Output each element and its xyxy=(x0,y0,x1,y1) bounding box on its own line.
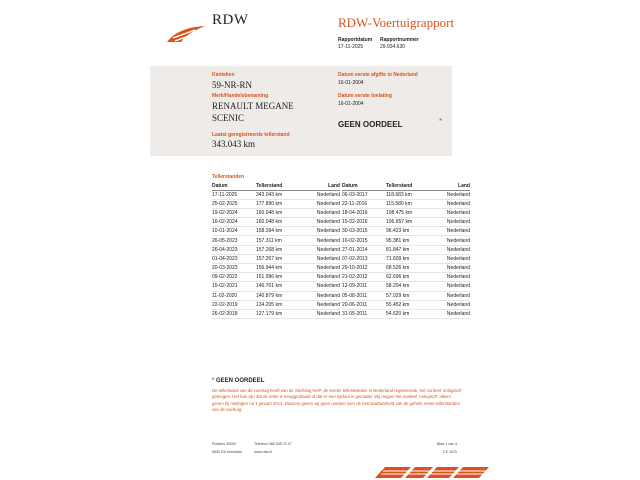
table-row xyxy=(212,309,340,318)
row-land: Nederland xyxy=(306,264,340,273)
row-land: Nederland xyxy=(436,236,470,245)
row-tellerstand: 68.526 km xyxy=(386,264,436,273)
row-datum: 26-05-2023 xyxy=(212,236,256,245)
row-datum: 30-03-2015 xyxy=(342,227,386,236)
table-row xyxy=(342,190,470,199)
row-tellerstand: 96.423 km xyxy=(386,227,436,236)
row-tellerstand: 146.701 km xyxy=(256,282,306,291)
row-land: Nederland xyxy=(436,273,470,282)
row-datum: 12-09-2011 xyxy=(342,282,386,291)
row-datum: 26-02-2018 xyxy=(212,309,256,318)
row-tellerstand: 157.267 km xyxy=(256,254,306,263)
row-land: Nederland xyxy=(436,227,470,236)
explanation-title-text: GEEN OORDEEL xyxy=(216,378,265,384)
row-tellerstand: 71.609 km xyxy=(386,254,436,263)
tellerstanden-table-right xyxy=(342,182,470,319)
brand-name: RDW xyxy=(212,12,249,28)
teller-label: Laatst geregistreerde tellerstand xyxy=(212,132,290,138)
header-tellerstand: Tellerstand xyxy=(386,182,436,190)
row-land: Nederland xyxy=(436,218,470,227)
row-tellerstand: 134.205 km xyxy=(256,300,306,309)
row-datum: 16-02-2015 xyxy=(342,236,386,245)
row-tellerstand: 106.657 km xyxy=(386,218,436,227)
footer-contact xyxy=(254,440,292,456)
row-datum: 21-02-2012 xyxy=(342,273,386,282)
eerste-toelating-label: Datum eerste toelating xyxy=(338,93,392,99)
row-datum: 17-11-2025 xyxy=(212,190,256,199)
table-row xyxy=(342,291,470,300)
eerste-afgifte-value: 16-01-2004 xyxy=(338,80,364,86)
row-datum: 29-10-2012 xyxy=(342,264,386,273)
header-datum: Datum xyxy=(342,182,386,190)
merk-line2: SCENIC xyxy=(212,113,245,123)
row-land: Nederland xyxy=(306,227,340,236)
table-row xyxy=(212,208,340,217)
footer-code: 3 E 1670 xyxy=(442,450,457,454)
table-row xyxy=(212,227,340,236)
row-datum: 22-11-2016 xyxy=(342,199,386,208)
tellerstanden-title: Tellerstanden xyxy=(212,174,245,180)
footer-website: www.rdw.nl xyxy=(254,450,272,454)
row-tellerstand: 151.996 km xyxy=(256,273,306,282)
row-tellerstand: 157.268 km xyxy=(256,245,306,254)
merk-line1: RENAULT MEGANE xyxy=(212,101,294,111)
table-row xyxy=(212,282,340,291)
table-row xyxy=(212,254,340,263)
row-tellerstand: 108.475 km xyxy=(386,208,436,217)
table-row xyxy=(212,264,340,273)
row-datum: 06-03-2017 xyxy=(342,190,386,199)
kenteken-value: 59-NR-RN xyxy=(212,80,252,90)
row-datum: 07-02-2013 xyxy=(342,254,386,263)
footer-phone: Telefoon 088 008 70 47 xyxy=(254,442,292,446)
row-land: Nederland xyxy=(436,245,470,254)
row-tellerstand: 55.452 km xyxy=(386,300,436,309)
row-tellerstand: 54.620 km xyxy=(386,309,436,318)
row-land: Nederland xyxy=(306,218,340,227)
table-row xyxy=(212,273,340,282)
rapportnummer-label: Rapportnummer xyxy=(380,37,419,43)
row-tellerstand: 160.048 km xyxy=(256,208,306,217)
row-tellerstand: 118.683 km xyxy=(386,190,436,199)
eerste-toelating-value: 16-01-2004 xyxy=(338,101,364,107)
row-land: Nederland xyxy=(436,208,470,217)
row-land: Nederland xyxy=(306,190,340,199)
header-land: Land xyxy=(306,182,340,190)
kenteken-label: Kenteken xyxy=(212,72,235,78)
row-tellerstand: 177.890 km xyxy=(256,199,306,208)
row-tellerstand: 127.179 km xyxy=(256,309,306,318)
rapportdatum-value: 17-11-2025 xyxy=(338,44,364,50)
row-tellerstand: 158.394 km xyxy=(256,227,306,236)
table-row xyxy=(212,199,340,208)
table-row xyxy=(212,218,340,227)
table-row xyxy=(342,264,470,273)
row-tellerstand: 95.381 km xyxy=(386,236,436,245)
row-datum: 20-03-2023 xyxy=(212,264,256,273)
row-land: Nederland xyxy=(306,254,340,263)
table-header-row xyxy=(212,182,340,190)
row-tellerstand: 160.048 km xyxy=(256,218,306,227)
row-tellerstand: 62.696 km xyxy=(386,273,436,282)
table-header-row xyxy=(342,182,470,190)
row-land: Nederland xyxy=(436,199,470,208)
row-land: Nederland xyxy=(306,300,340,309)
vehicle-summary-block xyxy=(150,66,452,156)
table-row xyxy=(342,300,470,309)
row-tellerstand: 57.029 km xyxy=(386,291,436,300)
row-land: Nederland xyxy=(306,245,340,254)
table-row xyxy=(212,236,340,245)
row-tellerstand: 58.204 km xyxy=(386,282,436,291)
row-tellerstand: 140.879 km xyxy=(256,291,306,300)
explanation-title xyxy=(212,378,264,384)
row-datum: 01-04-2023 xyxy=(212,254,256,263)
row-datum: 27-01-2014 xyxy=(342,245,386,254)
row-datum: 09-02-2022 xyxy=(212,273,256,282)
oordeel-status: GEEN OORDEEL xyxy=(338,120,403,129)
row-land: Nederland xyxy=(436,309,470,318)
table-row xyxy=(342,273,470,282)
header-tellerstand: Tellerstand xyxy=(256,182,306,190)
row-land: Nederland xyxy=(306,208,340,217)
table-row xyxy=(212,245,340,254)
row-land: Nederland xyxy=(306,282,340,291)
table-row xyxy=(342,227,470,236)
merk-label: Merk/Handelsbenaming xyxy=(212,93,269,99)
row-datum: 15-02-2016 xyxy=(342,218,386,227)
rdw-stripes-icon xyxy=(375,465,495,480)
rapportnummer xyxy=(380,37,419,51)
row-datum: 22-02-2019 xyxy=(212,300,256,309)
footer-address xyxy=(212,440,242,456)
row-datum: 16-02-2024 xyxy=(212,218,256,227)
row-datum: 11-02-2020 xyxy=(212,291,256,300)
row-tellerstand: 81.847 km xyxy=(386,245,436,254)
row-land: Nederland xyxy=(306,291,340,300)
row-land: Nederland xyxy=(436,291,470,300)
table-row xyxy=(212,190,340,199)
explanation-text: De tellerstand van dit voertuig heeft van de Stichting NAP, de eerder tellerstanden in Nederland registreerde, het oordeel 'onlogisch' gekregen. Het kan zijn dat de teller is teruggedraaid of dat er een typfout is gemaakt. Wij mogen het oordeel 'onlogisch' alleen geven bij metingen na 1 januari 2014. Daarom geven wij geen oordeel over de betrouwbaarheid van de gehele reeks tellerstanden van dit voertuig. xyxy=(212,388,462,412)
row-datum: 31-05-2011 xyxy=(342,309,386,318)
oordeel-mark: * xyxy=(439,117,443,126)
rapportdatum xyxy=(338,37,372,51)
row-land: Nederland xyxy=(306,273,340,282)
table-row xyxy=(342,309,470,318)
row-land: Nederland xyxy=(306,236,340,245)
table-row xyxy=(342,245,470,254)
row-land: Nederland xyxy=(436,282,470,291)
table-row xyxy=(342,218,470,227)
footer-page-info xyxy=(437,440,457,456)
table-row xyxy=(342,199,470,208)
row-datum: 15-02-2021 xyxy=(212,282,256,291)
report-title: RDW-Voertuigrapport xyxy=(338,15,455,30)
row-land: Nederland xyxy=(306,199,340,208)
row-tellerstand: 157.311 km xyxy=(256,236,306,245)
row-datum: 26-04-2023 xyxy=(212,245,256,254)
table-row xyxy=(342,254,470,263)
tellerstanden-table-left xyxy=(212,182,340,319)
table-row xyxy=(342,282,470,291)
rapportnummer-value: 29.934.630 xyxy=(380,44,406,50)
row-land: Nederland xyxy=(306,309,340,318)
table-row xyxy=(342,236,470,245)
footer-city: 9640 RA Veendam xyxy=(212,450,242,454)
rdw-swoosh-icon xyxy=(165,24,207,44)
table-row xyxy=(212,300,340,309)
table-row xyxy=(342,208,470,217)
row-datum: 05-08-2011 xyxy=(342,291,386,300)
row-land: Nederland xyxy=(436,300,470,309)
header-land: Land xyxy=(436,182,470,190)
eerste-afgifte-label: Datum eerste afgifte in Nederland xyxy=(338,72,418,78)
row-tellerstand: 156.944 km xyxy=(256,264,306,273)
table-row xyxy=(212,291,340,300)
row-land: Nederland xyxy=(436,190,470,199)
row-datum: 18-04-2016 xyxy=(342,208,386,217)
footer-postbus: Postbus 30000 xyxy=(212,442,236,446)
row-land: Nederland xyxy=(436,254,470,263)
footer-page-number: Blad 1 van 4 xyxy=(437,442,457,446)
row-tellerstand: 115.580 km xyxy=(386,199,436,208)
row-datum: 25-02-2025 xyxy=(212,199,256,208)
teller-value: 343.043 km xyxy=(212,139,256,149)
rapportdatum-label: Rapportdatum xyxy=(338,37,373,43)
row-land: Nederland xyxy=(436,264,470,273)
header-datum: Datum xyxy=(212,182,256,190)
row-datum: 10-01-2024 xyxy=(212,227,256,236)
row-datum: 19-02-2024 xyxy=(212,208,256,217)
explanation-mark: * xyxy=(212,378,215,384)
row-tellerstand: 343.043 km xyxy=(256,190,306,199)
row-datum: 20-06-2011 xyxy=(342,300,386,309)
